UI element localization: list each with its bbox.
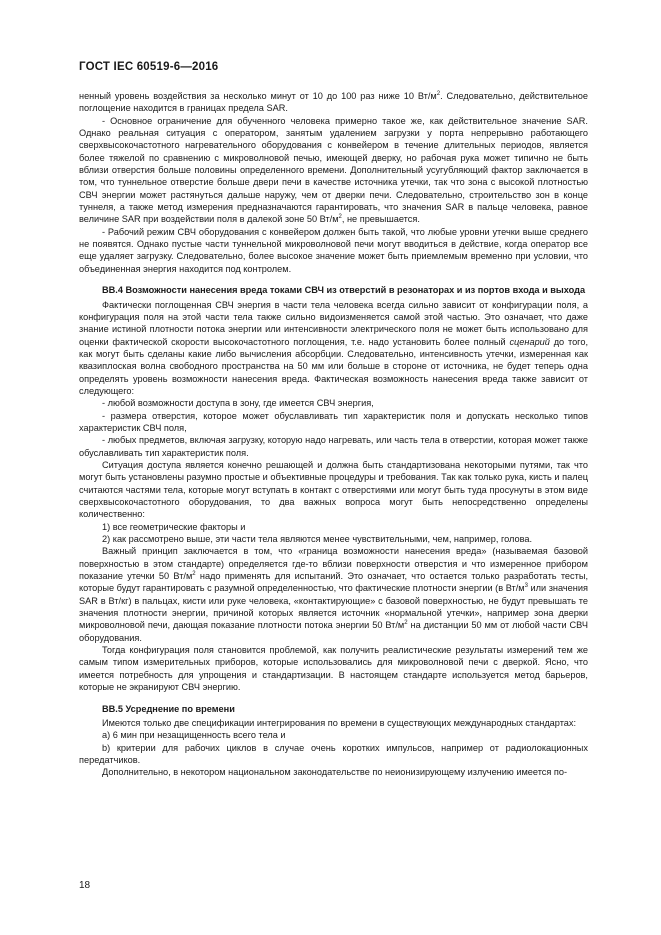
document-header: ГОСТ IEC 60519-6—2016 (79, 61, 219, 73)
paragraph: Дополнительно, в некотором национальном законодательстве по неионизирующему излучению имеется по- (102, 767, 568, 778)
paragraph: Тогда конфигурация поля становится проблемой, как получить реалистические результаты измерений тем же самым типом измерительных приборов, которые использовались для микроволновой печи с дверкой. Ясно, что имеется потребность для упрощения и стандартизации. В настоящем стандарте используется метод барьеров, которые не экранируют СВЧ энергию. (79, 645, 588, 693)
paragraph: Важный принцип заключается в том, что «граница возможности нанесения вреда» (называемая базовой поверхностью в этом стандарте) определяется где-то вблизи поверхности отверстия и что измеренное прибором показание утечки 50 $Вт/м^2$ надо применять для испытаний. Это означает, что остается только разработать тесты, которые будут гарантировать с разумной определенностью, что фактические плотности энергии (в $Вт/м^3$ или значения SAR в Вт/кг) в пальцах, кисти или руке человека, «контактирующие» с базовой поверхностью, не будут превышать те значения плотности энергии, причиной которых является источник «нормальной утечки», например зона дверки микроволновой печи, дающая показание плотности потока энергии 50 $Вт/м^2$ на дистанции 50 мм от любой части СВЧ оборудования. (79, 546, 589, 643)
paragraph: - Рабочий режим СВЧ оборудования с конвейером должен быть такой, что любые уровни утечки выше среднего не появятся. Однако пустые части туннельной микроволновой печи могут вводиться в действие, когда оператор все еще удаляет загрузку. Следовательно, более высокое значение может быть приемлемым временно при условии, что объединенная энергия находится под контролем. (79, 226, 588, 274)
section-heading: BB.5 Усреднение по времени (102, 703, 235, 714)
paragraph: - любых предметов, включая загрузку, которую надо нагревать, или часть тела в отверстии, которая может также обуславливать тип характеристик поля. (79, 435, 588, 458)
document-body (79, 90, 588, 779)
paragraph: Ситуация доступа является конечно решающей и должна быть стандартизована некоторыми путями, так что могут быть установлены разумно простые и объективные процедуры и требования. Так как только рука, кисть и палец считаются частями тела, которые могут вступать в контакт с отверстиями или могут быть туда просунуты в этом виде сверхвысокочастотного оборудования, то два важных вопроса могут быть непосредственно определены количественно: (79, 459, 588, 520)
paragraph: - Основное ограничение для обученного человека примерно такое же, как действительное значение SAR. Однако реальная ситуация с оператором, занятым удалением загрузки у порта непрерывно работающего сверхвысокочастотного нагревательного оборудования с конвейером в течение длительных периодов, является более тяжелой по сравнению с микроволновой печью, имеющей дверку, но рабочая рука может типично не быть вблизи отверстия больше половины определенного времени. Дополнительный усугубляющий фактор заключается в том, что туннельное отверстие больше двери печи в качестве источника утечки, так что зона с высокой плотностью СВЧ энергии может растянуться дальше наружу, чем от дверки печи. Следовательно, строительство зон в конце туннеля, а также метод измерения предназначаются гарантировать, что значения SAR в пальце человека, равное величине SAR при воздействии поля в далекой зоне 50 $Вт/м^2$, не превышается. (79, 115, 588, 225)
paragraph: b) критерии для рабочих циклов в случае очень коротких импульсов, например от радиолокационных передатчиков. (79, 742, 588, 765)
paragraph: a) 6 мин при незащищенность всего тела и (102, 730, 286, 741)
paragraph: Имеются только две спецификации интегрирования по времени в существующих международных стандартах: (102, 717, 577, 728)
section-heading: BB.4 Возможности нанесения вреда токами СВЧ из отверстий в резонаторах и из портов входа и выхода (102, 285, 586, 296)
paragraph: ненный уровень воздействия за несколько минут от 10 до 100 раз ниже 10 $Вт/м^2$. Следовательно, действительное поглощение находится в границах предела SAR. (79, 91, 588, 114)
paragraph: 2) как рассмотрено выше, эти части тела являются менее чувствительными, чем, например, голова. (102, 534, 533, 545)
paragraph: 1) все геометрические факторы и (102, 521, 246, 532)
paragraph: Фактически поглощенная СВЧ энергия в части тела человека всегда сильно зависит от конфигурации поля, а конфигурация поля на этой части тела также сильно видоизменяется самой этой частью. Это означает, что даже знание истиной плотности потока энергии или интенсивности электрического поля не может быть использовано для оценки фактической скорости высокочастотного поглощения, т.е. надо установить более полный сценарий до того, как могут быть сделаны какие либо вычисления абсорбции. Следовательно, интенсивность утечки, измеренная как квазиплоская волна свободного пространства на 50 мм или больше в стороне от источника, не будет теперь одна определять уровень возможности нанесения вреда. Фактическая возможность нанесения вреда также зависит от следующего: (79, 299, 588, 396)
paragraph: - любой возможности доступа в зону, где имеется СВЧ энергия, (102, 398, 374, 409)
page-number: 18 (79, 880, 91, 891)
paragraph: - размера отверстия, которое может обуславливать тип характеристик поля и допускать несколько типов характеристик СВЧ поля, (79, 410, 588, 433)
